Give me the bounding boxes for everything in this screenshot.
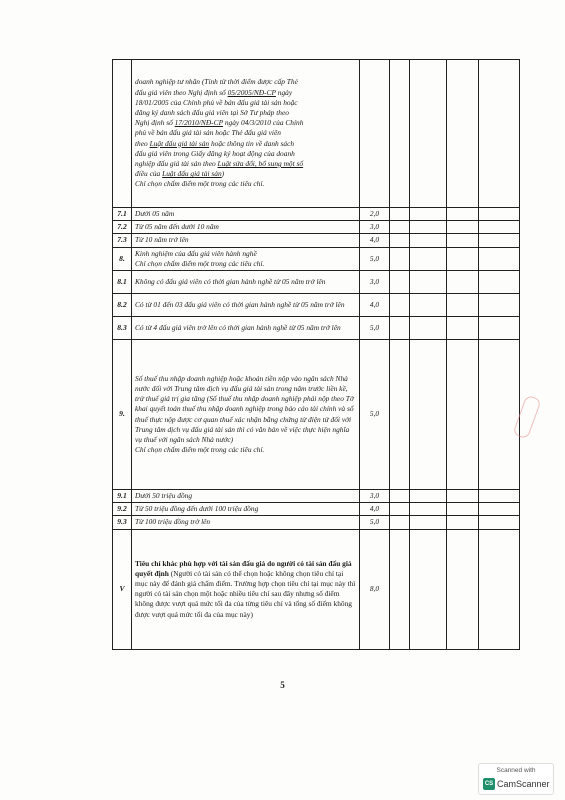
criteria-table (112, 59, 520, 650)
empty-score-cell (479, 208, 520, 221)
score-value: 5,0 (369, 409, 380, 419)
max-score (360, 529, 390, 649)
empty-score-cell (390, 208, 410, 221)
text-line: Nghị định số 17/2010/NĐ-CP ngày 04/3/2010 của Chính (135, 118, 304, 128)
criterion-note: (Người có tài sản có thể chọn hoặc không chọn tiêu chí tại mục này để đánh giá chấm điểm. Trường hợp chọn tiêu chí tại mục này thì người có tài sản chọn một hoặc nhiều tiêu chí sau đây nhưng số điểm không được vượt quá mức tối đa của từng tiêu chí và tổng số điểm không được vượt quá mức tối đa của mục này) (135, 568, 356, 619)
empty-score-cell (390, 294, 410, 317)
empty-score-cell (410, 490, 447, 503)
max-score (360, 208, 390, 221)
text-line: đăng ký danh sách đấu giá viên tại Sở Tư pháp theo (135, 107, 289, 117)
empty-score-cell (447, 340, 479, 490)
score-value: 4,0 (369, 235, 380, 245)
choose-note: Chỉ chọn chấm điểm một trong các tiêu chí. (135, 445, 265, 455)
criterion-label: Từ 50 triệu đồng đến dưới 100 triệu đồng (135, 504, 259, 514)
empty-score-cell (410, 516, 447, 529)
empty-score-cell (410, 317, 447, 340)
empty-score-cell (410, 294, 447, 317)
empty-score-cell (479, 490, 520, 503)
empty-score-cell (479, 503, 520, 516)
criterion-text (132, 234, 360, 247)
table-row (113, 529, 520, 649)
empty-score-cell (390, 271, 410, 294)
max-score (360, 516, 390, 529)
empty-score-cell (390, 340, 410, 490)
max-score (360, 503, 390, 516)
empty-score-cell (447, 60, 479, 208)
empty-score-cell (447, 516, 479, 529)
criterion-label: Có từ 4 đấu giá viên trở lên có thời gian hành nghề từ 05 năm trở lên (135, 322, 341, 332)
score-value: 3,0 (369, 276, 380, 286)
empty-score-cell (447, 529, 479, 649)
text-line: doanh nghiệp tư nhân (Tính từ thời điểm được cấp Thẻ (135, 77, 298, 87)
text-line: đấu giá viên trong Giấy đăng ký hoạt động của doanh (135, 148, 295, 158)
row-number (113, 60, 132, 208)
row-number (113, 490, 132, 503)
row-number (113, 234, 132, 247)
criterion-text (132, 516, 360, 529)
text-line: phủ về bán đấu giá tài sản hoặc Thẻ đấu giá viên (135, 128, 281, 138)
scanned-with-label: Scanned with (496, 767, 536, 774)
table-row (113, 247, 520, 270)
criterion-text (132, 271, 360, 294)
row-number-text: 7.3 (117, 235, 127, 245)
table-row (113, 208, 520, 221)
criterion-label: Kinh nghiệm của đấu giá viên hành nghề (135, 248, 257, 258)
empty-score-cell (410, 529, 447, 649)
max-score (360, 234, 390, 247)
empty-score-cell (447, 221, 479, 234)
empty-score-cell (447, 294, 479, 317)
text-line: nghiệp đấu giá tài sản theo Luật sửa đổi, bổ sung một số (135, 159, 304, 168)
criterion-text (132, 294, 360, 317)
max-score (360, 271, 390, 294)
score-value: 3,0 (369, 222, 380, 232)
criterion-label: Không có đấu giá viên có thời gian hành nghề từ 05 năm trở lên (135, 276, 326, 286)
table-row (113, 60, 520, 208)
table-row (113, 271, 520, 294)
criterion-text (132, 60, 360, 208)
criterion-text (132, 503, 360, 516)
camscanner-name: CamScanner (497, 779, 550, 789)
row-number (113, 340, 132, 490)
empty-score-cell (479, 234, 520, 247)
row-number-text: 8. (119, 253, 125, 263)
table-row (113, 317, 520, 340)
text-line: điều của Luật đấu giá tài sản) (135, 169, 225, 179)
table-row (113, 516, 520, 529)
table-row (113, 234, 520, 247)
empty-score-cell (447, 247, 479, 270)
empty-score-cell (479, 317, 520, 340)
row-number (113, 247, 132, 270)
max-score (360, 294, 390, 317)
empty-score-cell (390, 247, 410, 270)
empty-score-cell (447, 208, 479, 221)
empty-score-cell (410, 234, 447, 247)
row-number (113, 294, 132, 317)
criterion-label: Từ 100 triệu đồng trở lên (135, 517, 211, 527)
max-score (360, 247, 390, 270)
row-number (113, 208, 132, 221)
criterion-label: Từ 05 năm đến dưới 10 năm (135, 222, 219, 232)
score-value: 4,0 (369, 504, 380, 514)
empty-score-cell (479, 221, 520, 234)
text-line: 18/01/2005 của Chính phủ về bán đấu giá tài sản hoặc (135, 97, 298, 107)
score-value: 2,0 (369, 209, 380, 218)
table-row (113, 490, 520, 503)
criterion-text (132, 340, 360, 490)
row-number-text: V (119, 584, 125, 594)
empty-score-cell (410, 340, 447, 490)
empty-score-cell (410, 271, 447, 294)
empty-score-cell (390, 516, 410, 529)
row-number (113, 516, 132, 529)
empty-score-cell (479, 60, 520, 208)
empty-score-cell (390, 317, 410, 340)
score-value: 5,0 (369, 322, 380, 332)
page-number: 5 (280, 680, 285, 690)
criterion-text (132, 529, 360, 649)
empty-score-cell (447, 317, 479, 340)
criterion-heading: Tiêu chí khác phù hợp với tài sản đấu giá do người có tài sản đấu giá quyết định (135, 558, 352, 578)
score-value: 4,0 (369, 299, 380, 309)
empty-score-cell (390, 221, 410, 234)
row-number (113, 271, 132, 294)
empty-score-cell (479, 271, 520, 294)
empty-score-cell (410, 221, 447, 234)
row-number (113, 529, 132, 649)
criterion-label: Dưới 05 năm (135, 209, 175, 218)
camscanner-logo-icon: CS (483, 778, 495, 790)
choose-note: Chỉ chọn chấm điểm một trong các tiêu chí. (135, 179, 265, 189)
criterion-label: Dưới 50 triệu đồng (135, 491, 193, 501)
camscanner-badge (478, 763, 554, 795)
row-number (113, 221, 132, 234)
empty-score-cell (479, 340, 520, 490)
score-value: 5,0 (369, 253, 380, 263)
max-score (360, 490, 390, 503)
empty-score-cell (390, 529, 410, 649)
empty-score-cell (390, 490, 410, 503)
table-row (113, 294, 520, 317)
text-line: theo Luật đấu giá tài sản hoặc thông tin về danh sách (135, 138, 295, 148)
criterion-text (132, 221, 360, 234)
row-number-text: 9.3 (117, 517, 127, 527)
empty-score-cell (479, 516, 520, 529)
criterion-label: Có từ 01 đến 03 đấu giá viên có thời gian hành nghề từ 05 năm trở lên (135, 299, 345, 309)
row-number-text: 9.2 (117, 504, 127, 514)
row-number-text: 8.2 (117, 299, 127, 309)
row-number-text: 8.3 (117, 322, 127, 332)
empty-score-cell (447, 490, 479, 503)
row-number (113, 317, 132, 340)
criterion-label: Từ 10 năm trở lên (135, 235, 189, 245)
empty-score-cell (390, 503, 410, 516)
empty-score-cell (447, 271, 479, 294)
empty-score-cell (479, 529, 520, 649)
empty-score-cell (410, 208, 447, 221)
max-score (360, 340, 390, 490)
criterion-text (132, 208, 360, 221)
empty-score-cell (410, 247, 447, 270)
empty-score-cell (447, 234, 479, 247)
criterion-text (132, 490, 360, 503)
score-value: 3,0 (369, 491, 380, 501)
choose-note: Chỉ chọn chấm điểm một trong các tiêu chí. (135, 258, 265, 268)
max-score (360, 221, 390, 234)
criterion-label: Số thuế thu nhập doanh nghiệp hoặc khoản tiền nộp vào ngân sách Nhà nước đối với Trung tâm dịch vụ đấu giá tài sản trong năm trước liền kề, trừ thuế giá trị gia tăng (Số thuế thu nhập doanh nghiệp phải nộp theo Tờ khai quyết toán thuế thu nhập doanh nghiệp trong báo cáo tài chính và số thuế thực nộp được cơ quan thuế xác nhận bằng chứng từ điện tử đối với Trung tâm dịch vụ đấu giá tài sản thì có văn bản về việc thực hiện nghĩa vụ thuế với ngân sách Nhà nước) (135, 373, 354, 444)
empty-score-cell (410, 503, 447, 516)
row-number-text: 7.2 (117, 222, 127, 232)
row-number-text: 9. (119, 409, 125, 419)
score-value: 5,0 (369, 517, 380, 527)
table-row (113, 221, 520, 234)
row-number-text: 8.1 (117, 276, 127, 286)
empty-score-cell (447, 503, 479, 516)
row-number-text: 7.1 (117, 209, 127, 218)
max-score (360, 317, 390, 340)
table-row (113, 503, 520, 516)
empty-score-cell (479, 294, 520, 317)
table-row (113, 340, 520, 490)
empty-score-cell (390, 234, 410, 247)
text-line: đấu giá viên theo Nghị định số 05/2005/NĐ-CP ngày (135, 87, 293, 97)
empty-score-cell (479, 247, 520, 270)
score-value: 8,0 (369, 584, 380, 594)
max-score (360, 60, 390, 208)
row-number-text: 9.1 (117, 491, 127, 501)
empty-score-cell (390, 60, 410, 208)
criterion-text (132, 317, 360, 340)
empty-score-cell (410, 60, 447, 208)
criterion-text (132, 247, 360, 270)
row-number (113, 503, 132, 516)
